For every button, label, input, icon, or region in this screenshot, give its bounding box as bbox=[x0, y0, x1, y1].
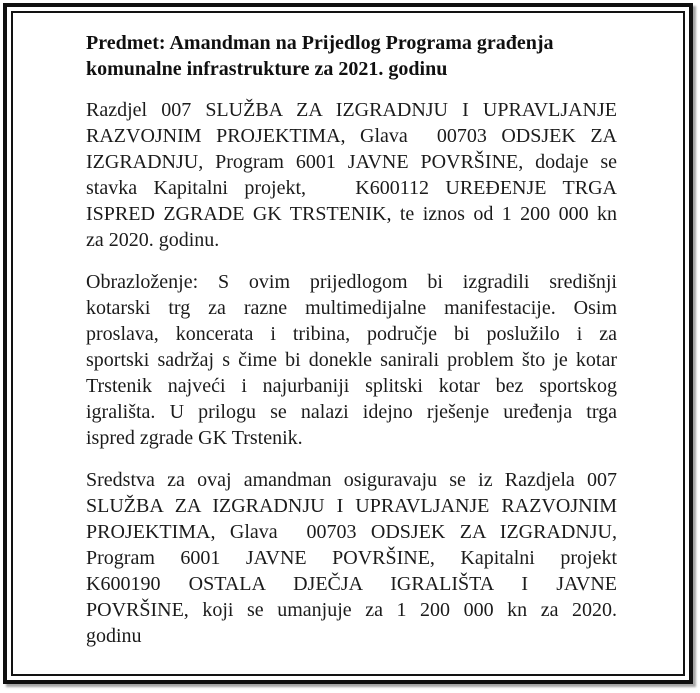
paragraph-line: za 2020. godinu. bbox=[86, 229, 220, 251]
document-content bbox=[86, 30, 617, 649]
document-frame bbox=[3, 3, 693, 684]
title-line-2: komunalne infrastrukture za 2021. godinu bbox=[86, 58, 448, 80]
paragraph-razdjel-dodaje-se bbox=[86, 97, 617, 253]
paragraph-line: K600190 OSTALA DJEČJA IGRALIŠTA I JAVNE bbox=[86, 573, 617, 595]
paragraph-line: Program 6001 JAVNE POVRŠINE, Kapitalni projekt bbox=[86, 547, 617, 569]
paragraph-line: proslava, koncerata i tribina, područje bi poslužilo i za bbox=[86, 323, 617, 345]
paragraph-line: Sredstva za ovaj amandman osiguravaju se iz Razdjela 007 bbox=[86, 469, 617, 491]
paragraph-line: Obrazloženje: S ovim prijedlogom bi izgradili središnji bbox=[86, 271, 617, 293]
paragraph-line: godinu bbox=[86, 625, 142, 647]
paragraph-line: ispred zgrade GK Trstenik. bbox=[86, 427, 303, 449]
paragraph-line: PROJEKTIMA, Glava 00703 ODSJEK ZA IZGRADNJU, bbox=[86, 521, 617, 543]
paragraph-line: sportski sadržaj s čime bi donekle sanirali problem što je kotar bbox=[86, 349, 617, 371]
paragraph-line: Razdjel 007 SLUŽBA ZA IZGRADNJU I UPRAVLJANJE bbox=[86, 99, 617, 121]
paragraph-line: SLUŽBA ZA IZGRADNJU I UPRAVLJANJE RAZVOJNIM bbox=[86, 495, 617, 517]
paragraph-line: IZGRADNJU, Program 6001 JAVNE POVRŠINE, dodaje se bbox=[86, 151, 617, 173]
paragraph-sredstva bbox=[86, 467, 617, 649]
paragraph-line: Trstenik najveći i najurbaniji splitski kotar bez sportskog bbox=[86, 375, 617, 397]
paragraph-line: POVRŠINE, koji se umanjuje za 1 200 000 kn za 2020. bbox=[86, 599, 617, 621]
paragraph-line: ISPRED ZGRADE GK TRSTENIK, te iznos od 1 200 000 kn bbox=[86, 203, 617, 225]
paragraph-line: RAZVOJNIM PROJEKTIMA, Glava 00703 ODSJEK ZA bbox=[86, 125, 617, 147]
paragraph-line: stavka Kapitalni projekt, K600112 UREĐENJE TRGA bbox=[86, 177, 617, 199]
paragraph-obrazlozenje bbox=[86, 269, 617, 451]
title-line-1: Predmet: Amandman na Prijedlog Programa građenja bbox=[86, 32, 554, 54]
paragraph-line: kotarski trg za razne multimedijalne manifestacije. Osim bbox=[86, 297, 617, 319]
document-inner-border bbox=[11, 11, 685, 676]
paragraph-line: igrališta. U prilogu se nalazi idejno rješenje uređenja trga bbox=[86, 401, 617, 423]
document-title bbox=[86, 30, 617, 82]
